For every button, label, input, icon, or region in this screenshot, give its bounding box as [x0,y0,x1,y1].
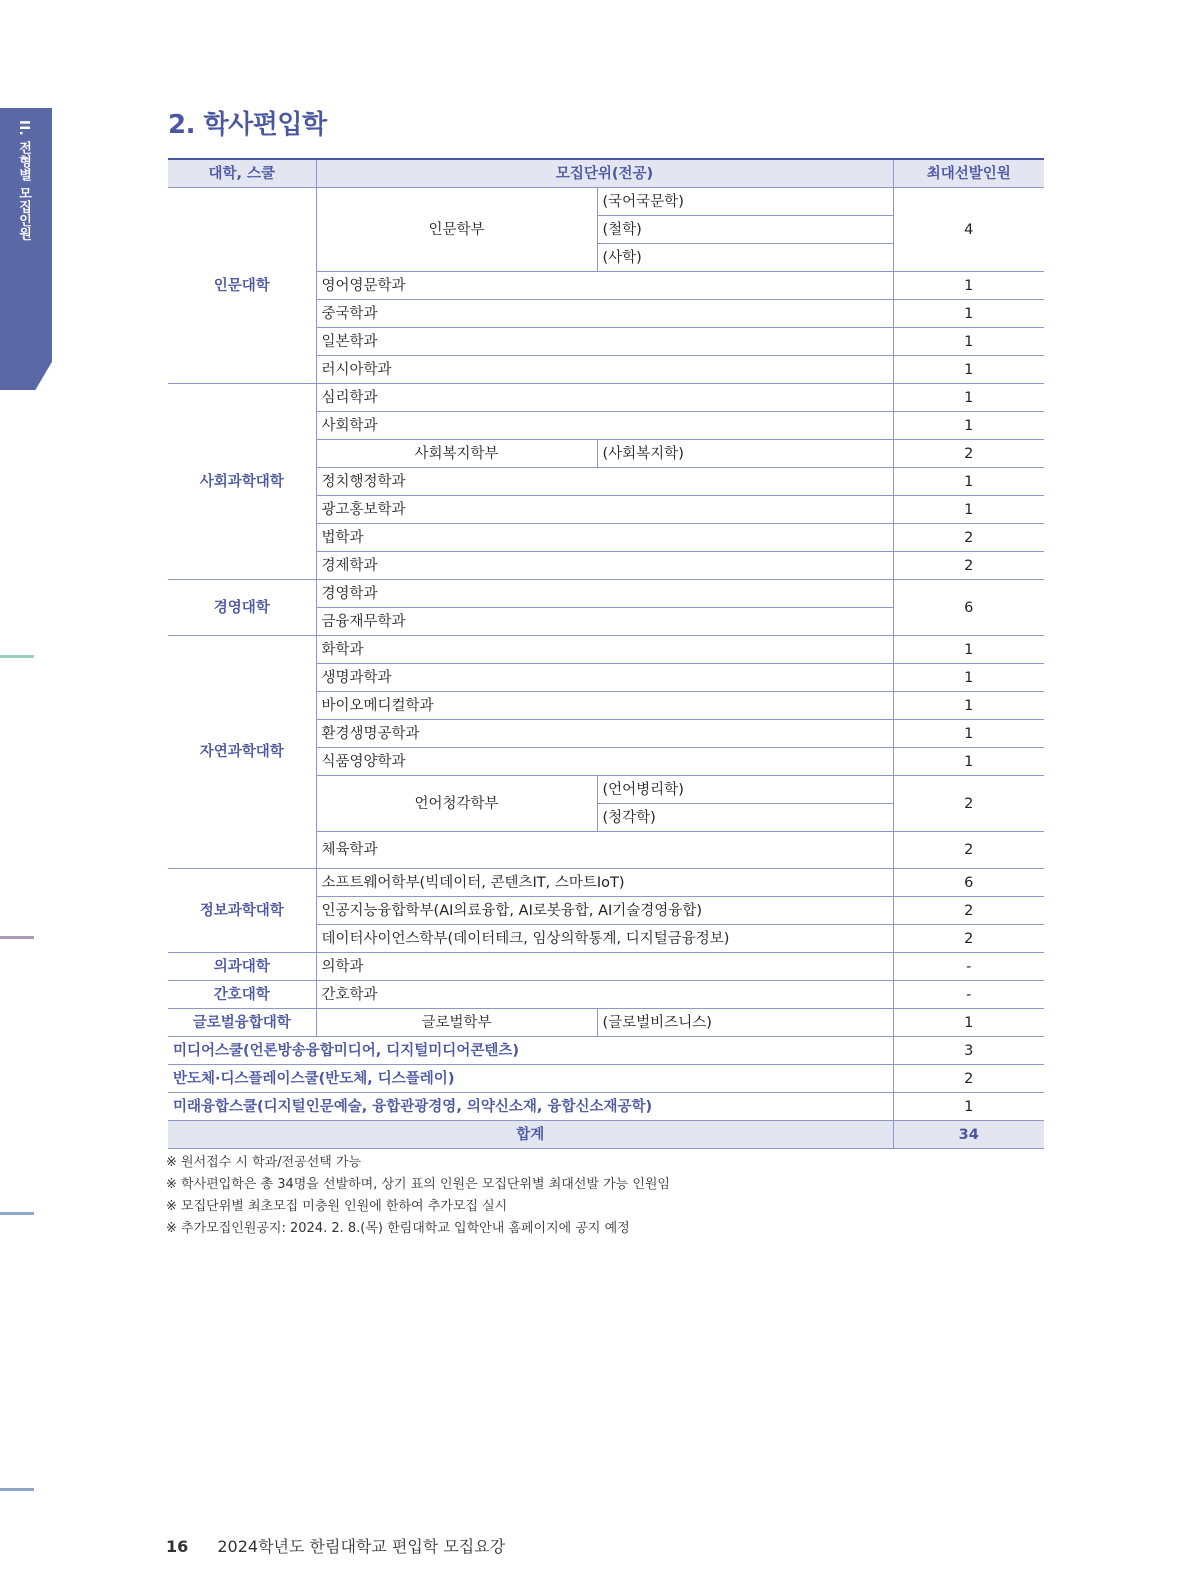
side-mark-4 [0,1488,34,1491]
college-global: 글로벌융합대학 [168,1009,316,1037]
note-item: ※ 학사편입학은 총 34명을 선발하며, 상기 표의 인원은 모집단위별 최대선발 가능 인원임 [166,1177,670,1192]
unit-cell: 소프트웨어학부(빅데이터, 콘텐츠IT, 스마트IoT) [316,869,893,897]
footer-title: 2024학년도 한림대학교 편입학 모집요강 [217,1537,506,1556]
major-cell: (글로벌비즈니스) [597,1009,893,1037]
dept-speech-hearing: 언어청각학부 [316,776,597,832]
quota-cell: - [893,953,1044,981]
table-row [168,1009,1044,1037]
unit-cell: 데이터사이언스학부(데이터테크, 임상의학통계, 디지털금융정보) [316,925,893,953]
side-mark-3 [0,1212,34,1215]
unit-cell: 간호학과 [316,981,893,1009]
quota-cell: 2 [893,832,1044,869]
table-row [168,981,1044,1009]
college-natural: 자연과학대학 [168,636,316,869]
notes [166,1152,670,1240]
admission-table [168,158,1044,1149]
college-inmun: 인문대학 [168,188,316,384]
unit-cell: 중국학과 [316,300,893,328]
quota-cell: 1 [893,664,1044,692]
school-media: 미디어스쿨(언론방송융합미디어, 디지털미디어콘텐츠) [168,1037,893,1065]
quota-cell: 2 [893,925,1044,953]
table-row [168,580,1044,608]
side-mark-2 [0,936,34,939]
table-row [168,1065,1044,1093]
quota-cell: 1 [893,412,1044,440]
unit-cell: 체육학과 [316,832,893,869]
table-row [168,1093,1044,1121]
quota-cell: 1 [893,272,1044,300]
college-business: 경영대학 [168,580,316,636]
unit-cell: 의학과 [316,953,893,981]
dept-social-welfare: 사회복지학부 [316,440,597,468]
unit-cell: 영어영문학과 [316,272,893,300]
note-item: ※ 추가모집인원공지: 2024. 2. 8.(목) 한림대학교 입학안내 홈페이지에 공지 예정 [166,1221,630,1236]
table-row [168,188,1044,216]
total-value: 34 [893,1121,1044,1149]
unit-cell: 사회학과 [316,412,893,440]
unit-cell: 법학과 [316,524,893,552]
major-cell: (청각학) [597,804,893,832]
section-title: 2. 학사편입학 [168,110,327,140]
unit-cell: 생명과학과 [316,664,893,692]
header-unit: 모집단위(전공) [316,159,893,188]
quota-cell: 1 [893,1009,1044,1037]
unit-cell: 환경생명공학과 [316,720,893,748]
college-medicine: 의과대학 [168,953,316,981]
unit-cell: 식품영양학과 [316,748,893,776]
quota-cell: 6 [893,580,1044,636]
dept-global: 글로벌학부 [316,1009,597,1037]
quota-cell: 2 [893,552,1044,580]
quota-cell: 4 [893,188,1044,272]
major-cell: (언어병리학) [597,776,893,804]
school-semiconductor: 반도체·디스플레이스쿨(반도체, 디스플레이) [168,1065,893,1093]
quota-cell: 6 [893,869,1044,897]
table-row [168,384,1044,412]
dept-inmun: 인문학부 [316,188,597,272]
quota-cell: 1 [893,1093,1044,1121]
quota-cell: 1 [893,384,1044,412]
quota-cell: 1 [893,468,1044,496]
quota-cell: 1 [893,748,1044,776]
quota-cell: 1 [893,636,1044,664]
header-college: 대학, 스쿨 [168,159,316,188]
quota-cell: 2 [893,524,1044,552]
unit-cell: 광고홍보학과 [316,496,893,524]
footer [166,1534,505,1557]
note-item: ※ 원서접수 시 학과/전공선택 가능 [166,1155,362,1170]
table-row [168,1037,1044,1065]
quota-cell: - [893,981,1044,1009]
quota-cell: 1 [893,496,1044,524]
total-label: 합계 [168,1121,893,1149]
major-cell: (사학) [597,244,893,272]
unit-cell: 바이오메디컬학과 [316,692,893,720]
college-nursing: 간호대학 [168,981,316,1009]
side-tab-label: II. 전형별 모집인원 [16,120,31,241]
quota-cell: 1 [893,692,1044,720]
quota-cell: 1 [893,300,1044,328]
college-social: 사회과학대학 [168,384,316,580]
major-cell: (국어국문학) [597,188,893,216]
major-cell: (사회복지학) [597,440,893,468]
major-cell: (철학) [597,216,893,244]
note-item: ※ 모집단위별 최초모집 미충원 인원에 한하여 추가모집 실시 [166,1199,508,1214]
table-row [168,869,1044,897]
table-row [168,953,1044,981]
quota-cell: 2 [893,897,1044,925]
unit-cell: 경제학과 [316,552,893,580]
unit-cell: 정치행정학과 [316,468,893,496]
quota-cell: 1 [893,356,1044,384]
unit-cell: 금융재무학과 [316,608,893,636]
table-header-row [168,159,1044,188]
unit-cell: 일본학과 [316,328,893,356]
quota-cell: 1 [893,720,1044,748]
quota-cell: 2 [893,776,1044,832]
unit-cell: 러시아학과 [316,356,893,384]
quota-cell: 1 [893,328,1044,356]
quota-cell: 3 [893,1037,1044,1065]
page-number: 16 [166,1537,189,1556]
total-row [168,1121,1044,1149]
quota-cell: 2 [893,1065,1044,1093]
unit-cell: 인공지능융합학부(AI의료융합, AI로봇융합, AI기술경영융합) [316,897,893,925]
header-quota: 최대선발인원 [893,159,1044,188]
side-mark-1 [0,655,34,658]
quota-cell: 2 [893,440,1044,468]
table-row [168,636,1044,664]
college-info: 정보과학대학 [168,869,316,953]
school-future: 미래융합스쿨(디지털인문예술, 융합관광경영, 의약신소재, 융합신소재공학) [168,1093,893,1121]
unit-cell: 경영학과 [316,580,893,608]
unit-cell: 화학과 [316,636,893,664]
unit-cell: 심리학과 [316,384,893,412]
